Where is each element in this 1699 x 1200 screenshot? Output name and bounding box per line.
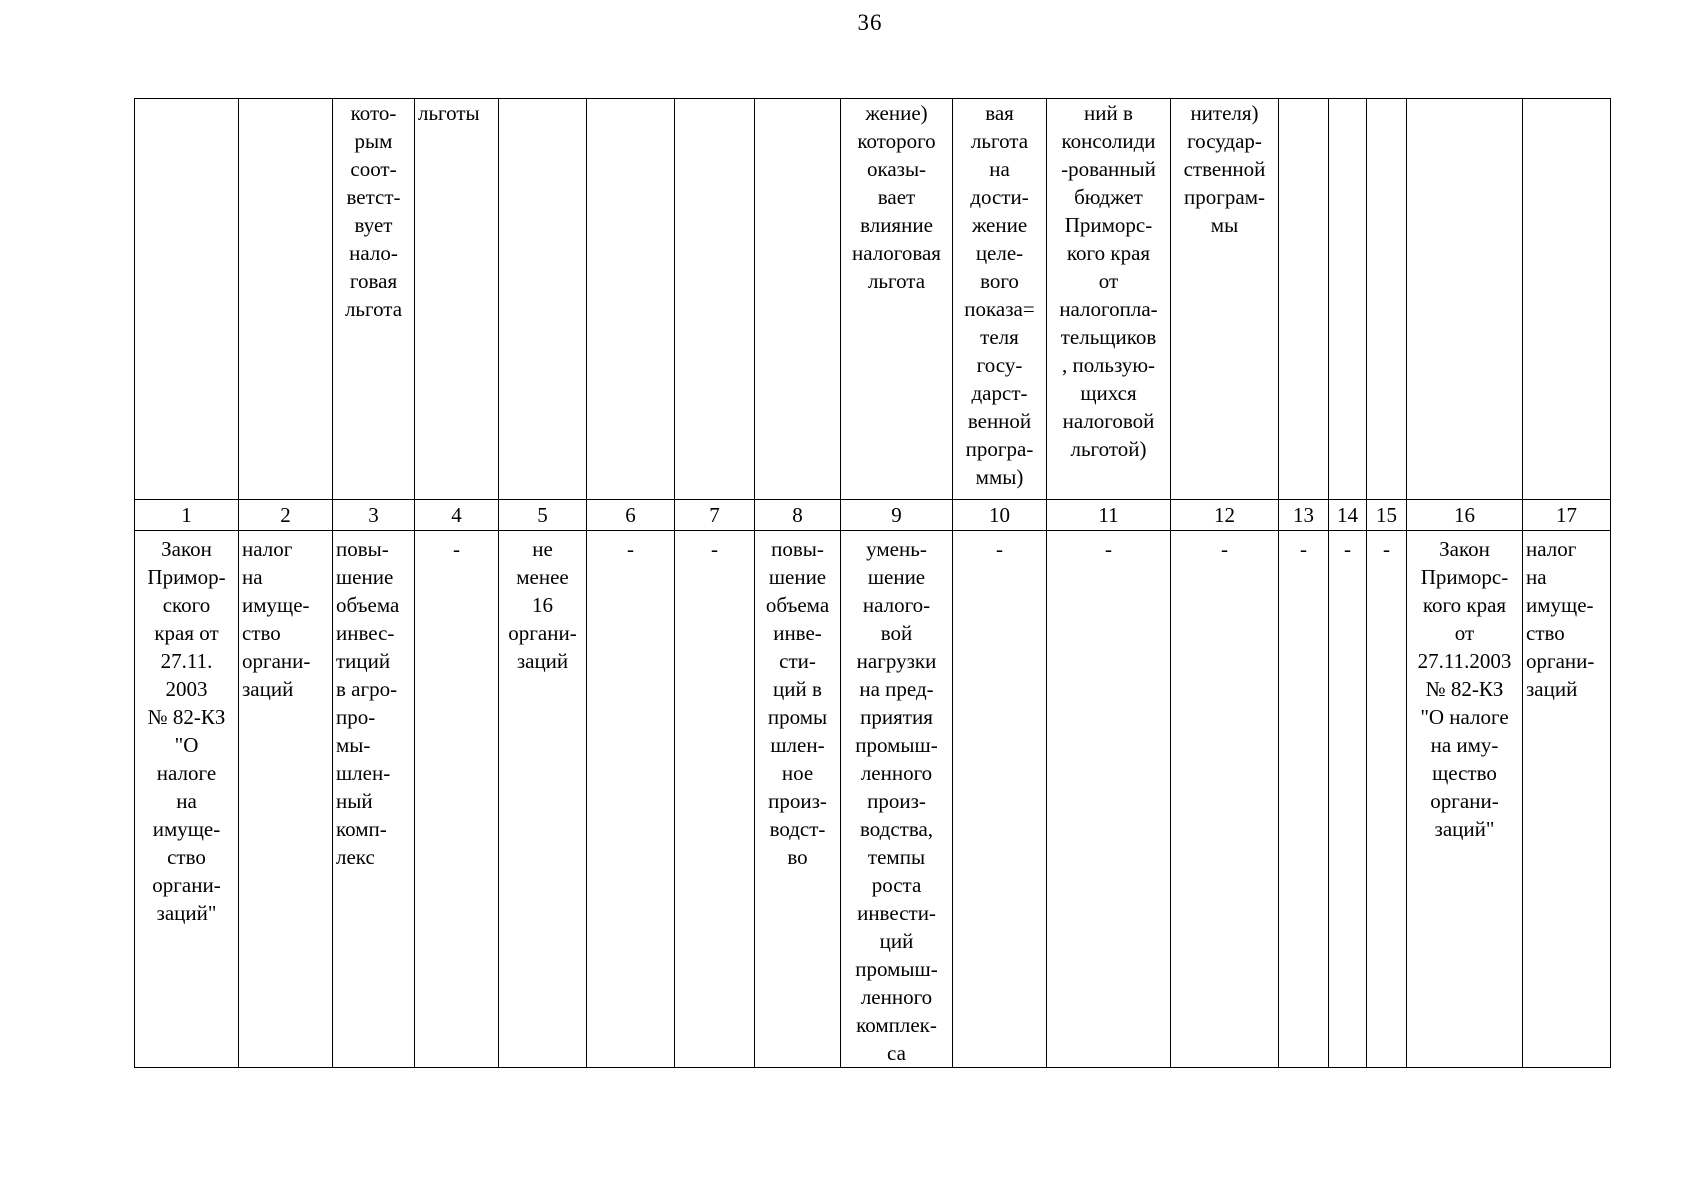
column-number: 15 bbox=[1367, 500, 1407, 531]
column-number: 17 bbox=[1523, 500, 1611, 531]
column-number: 6 bbox=[587, 500, 675, 531]
header-cell bbox=[587, 99, 675, 500]
data-cell: - bbox=[953, 531, 1047, 1068]
data-cell: - bbox=[1279, 531, 1329, 1068]
header-cell bbox=[239, 99, 333, 500]
data-cell: - bbox=[1367, 531, 1407, 1068]
column-number: 2 bbox=[239, 500, 333, 531]
column-number-row bbox=[135, 500, 1611, 531]
header-cell bbox=[135, 99, 239, 500]
header-cell bbox=[499, 99, 587, 500]
tax-benefit-table bbox=[134, 98, 1611, 1068]
table-header-row bbox=[135, 99, 1611, 500]
header-cell bbox=[1279, 99, 1329, 500]
header-cell bbox=[755, 99, 841, 500]
header-cell: вая льгота на дости- жение целе- вого показа= теля госу- дарст- венной програ- ммы) bbox=[953, 99, 1047, 500]
data-cell-tax: налог на имуще- ство органи- заций bbox=[1523, 531, 1611, 1068]
column-number: 3 bbox=[333, 500, 415, 531]
column-number: 12 bbox=[1171, 500, 1279, 531]
column-number: 14 bbox=[1329, 500, 1367, 531]
column-number: 16 bbox=[1407, 500, 1523, 531]
data-cell: - bbox=[1047, 531, 1171, 1068]
header-cell: ний в консолиди -рованный бюджет Приморс- кого края от налогопла- тельщиков , пользую- щихся налоговой льготой) bbox=[1047, 99, 1171, 500]
column-number: 5 bbox=[499, 500, 587, 531]
column-number: 9 bbox=[841, 500, 953, 531]
column-number: 13 bbox=[1279, 500, 1329, 531]
data-cell-tax: налог на имуще- ство органи- заций bbox=[239, 531, 333, 1068]
header-cell bbox=[1407, 99, 1523, 500]
table-row bbox=[135, 531, 1611, 1068]
data-cell: - bbox=[1171, 531, 1279, 1068]
data-cell: - bbox=[415, 531, 499, 1068]
data-cell: повы- шение объема инве- сти- ций в промы шлен- ное произ- водст- во bbox=[755, 531, 841, 1068]
column-number: 10 bbox=[953, 500, 1047, 531]
data-cell-law: Закон Примор- ского края от 27.11. 2003 № 82-КЗ "О налоге на имуще- ство органи- заций" bbox=[135, 531, 239, 1068]
data-cell: - bbox=[675, 531, 755, 1068]
header-cell bbox=[1523, 99, 1611, 500]
page-number: 36 bbox=[857, 10, 883, 35]
header-cell bbox=[675, 99, 755, 500]
data-cell-text: умень- шение налого- вой нагрузки на пред- приятия промыш- ленного произ- водства, темпы роста инвести- ций промыш- ленного комплек- са bbox=[855, 537, 938, 1065]
header-cell bbox=[1329, 99, 1367, 500]
header-cell: кото- рым соот- ветст- вует нало- говая льгота bbox=[333, 99, 415, 500]
data-cell: не менее 16 органи- заций bbox=[499, 531, 587, 1068]
header-cell: нителя) государ- ственной програм- мы bbox=[1171, 99, 1279, 500]
column-number: 1 bbox=[135, 500, 239, 531]
header-cell: жение) которого оказы- вает влияние налоговая льгота bbox=[841, 99, 953, 500]
data-cell: - bbox=[587, 531, 675, 1068]
column-number: 11 bbox=[1047, 500, 1171, 531]
data-cell bbox=[841, 531, 953, 1068]
data-cell-law: Закон Приморс- кого края от 27.11.2003 № 82-КЗ "О налоге на иму- щество органи- заций" bbox=[1407, 531, 1523, 1068]
column-number: 4 bbox=[415, 500, 499, 531]
column-number: 7 bbox=[675, 500, 755, 531]
header-cell: льготы bbox=[415, 99, 499, 500]
header-cell bbox=[1367, 99, 1407, 500]
data-cell-goal: повы- шение объема инвес- тиций в агро- про- мы- шлен- ный комп- лекс bbox=[333, 531, 415, 1068]
column-number: 8 bbox=[755, 500, 841, 531]
data-cell: - bbox=[1329, 531, 1367, 1068]
